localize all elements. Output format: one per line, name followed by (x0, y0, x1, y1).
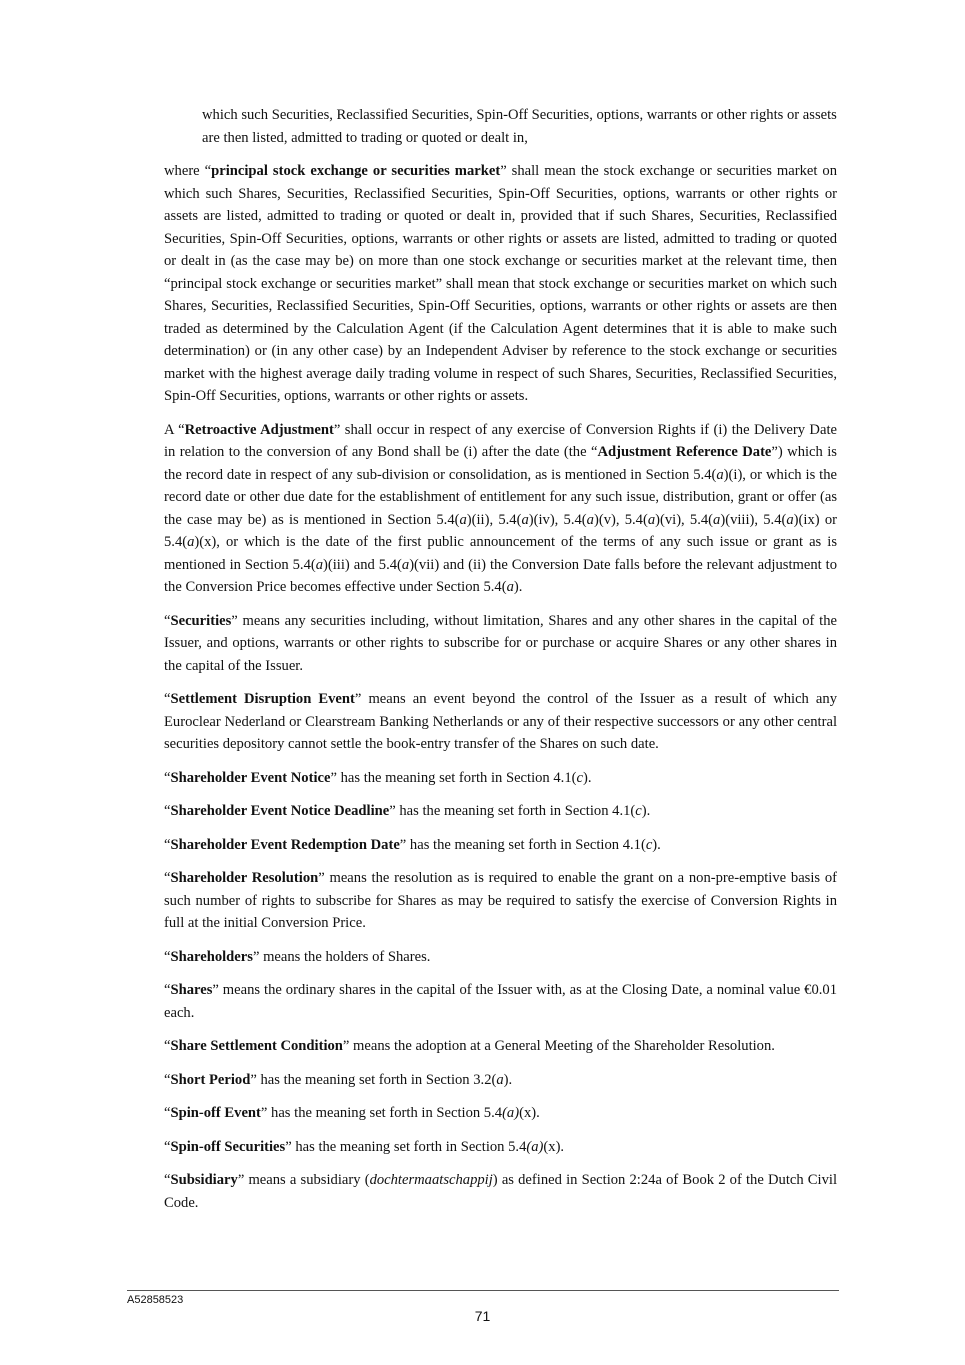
defined-term: Shares (170, 982, 213, 998)
para-shares (164, 979, 837, 1024)
defined-term: Spin-off Event (170, 1105, 261, 1121)
para-spin-off-securities (164, 1136, 837, 1159)
text-run: “ (164, 982, 171, 998)
text-run: ”) which is the record date in respect of any sub-division or consolidation, as is mentioned in Section 5.4( (164, 444, 837, 483)
defined-term: Settlement Disruption Event (170, 691, 355, 707)
text-run: “ (164, 1038, 171, 1054)
defined-term: Subsidiary (170, 1172, 238, 1188)
defined-term: Share Settlement Condition (170, 1038, 343, 1054)
para-shareholder-event-notice (164, 767, 837, 790)
text-run: ” has the meaning set forth in Section 5.4 (285, 1138, 527, 1155)
defined-term: Shareholders (170, 948, 253, 965)
defined-term: Securities (170, 612, 232, 629)
italic-text: a (521, 511, 529, 528)
text-run: “ (164, 836, 171, 853)
italic-text: c (645, 836, 653, 853)
para-shareholders (164, 946, 837, 969)
footer-divider (127, 1290, 839, 1291)
text-run: “ (164, 1172, 171, 1188)
text-run: ). (652, 836, 661, 853)
text-run: ” means an event beyond the control of the Issuer as a result of which any Euroclear Nederland or Clearstream Banking Netherlands or any of their respective successors or any other central securities depository cannot settle the book-entry transfer of the Shares on such date. (164, 691, 837, 752)
para-short-period (164, 1069, 837, 1092)
defined-term: Adjustment Reference Date (597, 444, 772, 460)
text-run: )(x), or which is the date of the first public announcement of the terms of any such issue or grant as is mentioned in Section 5.4( (164, 534, 837, 573)
text-run: )(i), or which is the record date or other due date for the establishment of entitlement for any such issue, distribution, grant or offer (as the case may be) as is mentioned in Section 5.4( (164, 466, 838, 528)
italic-text: a (496, 1071, 504, 1088)
para-shareholder-event-notice-deadline (164, 800, 837, 823)
document-id: A52858523 (127, 1294, 184, 1306)
defined-term: Shareholder Resolution (170, 870, 319, 886)
text-run: which such Securities, Reclassified Securities, Spin-Off Securities, options, warrants or other rights or assets are then listed, admitted to trading or quoted or dealt in, (202, 107, 837, 146)
text-run: ) as defined in Section 2:24a of Book 2 of the Dutch Civil Code. (164, 1172, 838, 1211)
defined-term: principal stock exchange or securities market (211, 163, 501, 179)
defined-term: Short Period (170, 1071, 251, 1088)
para-settlement-disruption-event (164, 688, 837, 756)
text-run: ” means the resolution as is required to enable the grant on a non-pre-emptive basis of such number of rights to subscribe for Shares as may be required to satisfy the exercise of Conversion Rights in full at the initial Conversion Price. (164, 870, 837, 931)
para-retroactive-adjustment (164, 419, 837, 599)
text-run: ” has the meaning set forth in Section 5.4 (260, 1105, 503, 1121)
para-securities (164, 610, 837, 678)
italic-text: a (586, 511, 594, 528)
text-run: “ (164, 870, 171, 886)
defined-term: Retroactive Adjustment (184, 421, 334, 438)
italic-text: dochtermaatschappij (369, 1172, 493, 1188)
italic-text: a (187, 534, 195, 550)
defined-term: Shareholder Event Redemption Date (170, 836, 400, 853)
document-body (164, 104, 837, 1225)
text-run: )(v), 5.4( (593, 511, 648, 528)
text-run: )(vii) and (ii) the Conversion Date falls before the relevant adjustment to the Conversion Price becomes effective under Section 5.4( (164, 556, 837, 595)
text-run: ). (641, 803, 651, 819)
text-run: ). (513, 579, 523, 595)
text-run: ” has the meaning set forth in Section 4.1( (389, 803, 636, 819)
defined-term: Spin-off Securities (170, 1138, 286, 1155)
text-run: )(viii), 5.4( (720, 511, 787, 528)
text-run: ” shall occur in respect of any exercise of Conversion Rights if (i) the Delivery Date in relation to the conversion of any Bond shall be (i) after the date (the “ (164, 421, 837, 460)
para-principal-stock-exchange (164, 160, 837, 408)
text-run: ). (582, 769, 592, 786)
text-run: A “ (164, 421, 185, 438)
text-run: where “ (164, 163, 212, 179)
text-run: “ (164, 691, 171, 707)
italic-text: a (716, 466, 724, 483)
text-run: “ (164, 1138, 171, 1155)
text-run: “ (164, 948, 171, 965)
para-subsidiary (164, 1169, 837, 1214)
page-number: 71 (474, 1308, 491, 1324)
text-run: )(iii) and 5.4( (323, 556, 402, 573)
text-run: “ (164, 1105, 171, 1121)
para-shareholder-resolution (164, 867, 837, 935)
text-run: ). (503, 1071, 513, 1088)
defined-term: Shareholder Event Notice (170, 769, 331, 786)
italic-text: a (647, 511, 656, 528)
italic-text: c (576, 769, 583, 786)
italic-text: (a) (502, 1105, 520, 1121)
text-run: “ (164, 803, 171, 819)
para-spin-off-event (164, 1102, 837, 1125)
text-run: )(iv), 5.4( (528, 511, 587, 528)
italic-text: a (786, 511, 794, 528)
text-run: “ (164, 612, 171, 629)
text-run: ” has the meaning set forth in Section 4.1( (330, 769, 577, 786)
text-run: ” has the meaning set forth in Section 3.2( (250, 1071, 497, 1088)
text-run: “ (164, 1071, 171, 1088)
text-run: “ (164, 769, 171, 786)
text-run: ” means the adoption at a General Meeting of the Shareholder Resolution. (342, 1038, 775, 1054)
text-run: ” means a subsidiary ( (237, 1172, 370, 1188)
defined-term: Shareholder Event Notice Deadline (170, 803, 390, 819)
text-run: ” has the meaning set forth in Section 4.1( (399, 836, 646, 853)
para-continuation (202, 104, 837, 149)
text-run: )(ii), 5.4( (466, 511, 522, 528)
italic-text: a (506, 579, 514, 595)
text-run: )(ix) or 5.4( (164, 511, 837, 550)
text-run: ” means the holders of Shares. (252, 948, 431, 965)
text-run: ” means any securities including, without limitation, Shares and any other shares in the capital of the Issuer, and options, warrants or other rights to subscribe for or purchase or acquire Shares or any other shares in the capital of the Issuer. (164, 612, 837, 674)
italic-text: a (401, 556, 410, 573)
text-run: (x). (543, 1138, 565, 1155)
para-share-settlement-condition (164, 1035, 837, 1058)
italic-text: (a) (526, 1138, 544, 1155)
italic-text: a (459, 511, 467, 528)
italic-text: c (635, 803, 642, 819)
text-run: )(vi), 5.4( (655, 511, 714, 528)
para-shareholder-event-redemption-date (164, 834, 837, 857)
text-run: ” means the ordinary shares in the capital of the Issuer with, as at the Closing Date, a nominal value €0.01 each. (164, 982, 837, 1021)
text-run: (x). (519, 1105, 540, 1121)
italic-text: a (713, 511, 721, 528)
text-run: ” shall mean the stock exchange or securities market on which such Shares, Securities, Reclassified Securities, Spin-Off Securities, options, warrants or other rights or assets are listed, admitted to trading or quoted or dealt in, provided that if such Shares, Securities, Reclassified Securities, Spin-Off Securities, options, warrants or other rights or assets are listed, admitted to trading or quoted or dealt in (as the case may be) on more than one stock exchange or securities market at the relevant time, then “principal stock exchange or securities market” shall mean that stock exchange or securities market on which such Shares, Securities, Reclassified Securities, Spin-Off Securities, options, warrants or other rights or assets are then traded as determined by the Calculation Agent (if the Calculation Agent determines that it is able to make such determination) or (in any other case) by an Independent Adviser by reference to the stock exchange or securities market with the highest average daily trading volume in respect of such Shares, Securities, Reclassified Securities, Spin-Off Securities, options, warrants or other rights or assets. (164, 163, 838, 404)
italic-text: a (315, 556, 324, 573)
